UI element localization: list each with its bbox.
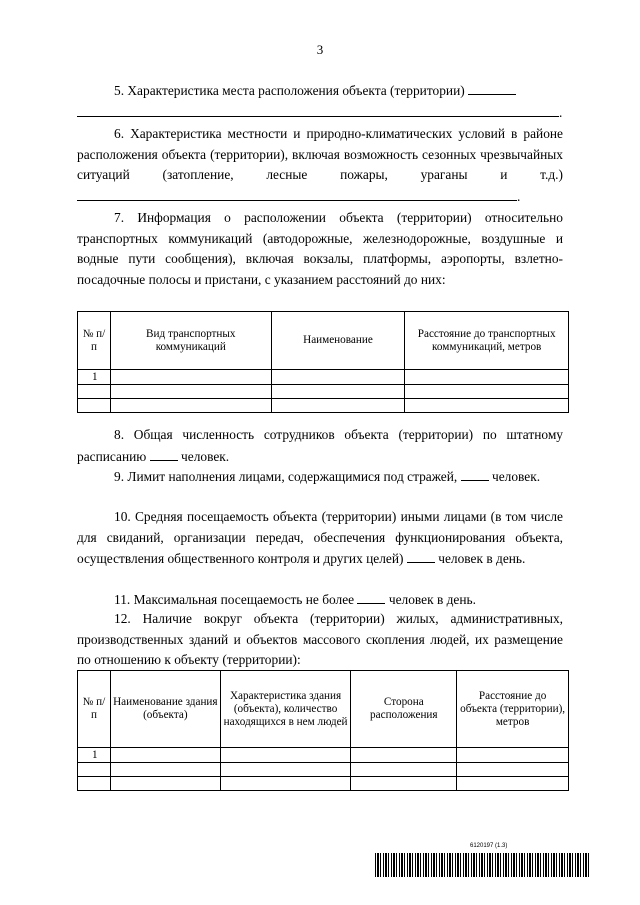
table-cell[interactable] — [110, 777, 220, 791]
table-row — [78, 385, 569, 399]
section-5 — [77, 80, 563, 123]
section-6-text: 6. Характеристика местности и природно-климатических условий в районе расположения объекта (территории), включая возможность сезонных чрезвычайных ситуаций (затопление, лесные пожары, ураганы и т.д.) — [77, 126, 563, 182]
section-12: 12. Наличие вокруг объекта (территории) жилых, административных, производственных зданий и объектов массового скопления людей, их размещение по отношению к объекту (территории): — [77, 611, 563, 667]
table-cell[interactable] — [271, 385, 405, 399]
section-6-end: . — [517, 188, 521, 204]
table-cell[interactable] — [110, 748, 220, 763]
table-row — [78, 399, 569, 413]
table-cell[interactable] — [457, 763, 569, 777]
section-8 — [77, 425, 563, 467]
transport-header-num: № п/п — [78, 312, 111, 370]
section-8-blank[interactable] — [150, 446, 178, 461]
section-5-end: . — [559, 104, 563, 120]
table-cell[interactable] — [220, 777, 351, 791]
section-5-blank-line[interactable] — [77, 102, 559, 117]
section-6-blank[interactable] — [77, 186, 517, 201]
table-cell[interactable] — [351, 777, 457, 791]
table-row — [78, 777, 569, 791]
table-row — [78, 370, 569, 385]
table-cell[interactable] — [78, 399, 111, 413]
buildings-header-characteristics: Характеристика здания (объекта), количество находящихся в нем людей — [220, 671, 351, 748]
section-11-blank[interactable] — [357, 589, 385, 604]
table-cell[interactable] — [457, 748, 569, 763]
table-cell[interactable]: 1 — [78, 370, 111, 385]
table-cell[interactable] — [110, 385, 271, 399]
buildings-table — [77, 670, 569, 791]
transport-table — [77, 311, 569, 413]
section-9-text: 9. Лимит наполнения лицами, содержащимися под стражей, — [114, 469, 458, 484]
buildings-header-distance: Расстояние до объекта (территории), метров — [457, 671, 569, 748]
section-5-blank[interactable] — [468, 80, 516, 95]
transport-header-name: Наименование — [271, 312, 405, 370]
section-6 — [77, 124, 563, 207]
table-cell[interactable] — [351, 763, 457, 777]
table-cell[interactable] — [271, 399, 405, 413]
buildings-header-name: Наименование здания (объекта) — [110, 671, 220, 748]
section-11-text: 11. Максимальная посещаемость не более — [114, 592, 355, 607]
section-10-unit: человек в день. — [438, 551, 526, 566]
section-10-blank[interactable] — [407, 548, 435, 563]
table-cell[interactable] — [220, 748, 351, 763]
section-9 — [77, 466, 563, 488]
page-number: 3 — [316, 42, 324, 57]
table-row — [78, 748, 569, 763]
footer-code: 6120197 (1.3) — [470, 843, 508, 849]
section-9-unit: человек. — [491, 469, 541, 484]
table-cell[interactable] — [78, 385, 111, 399]
section-5-text: 5. Характеристика места расположения объекта (территории) — [114, 83, 465, 98]
section-11 — [77, 589, 563, 611]
table-cell[interactable] — [405, 370, 569, 385]
section-11-unit: человек в день. — [388, 592, 476, 607]
section-10-text: 10. Средняя посещаемость объекта (территории) иными лицами (в том числе для свиданий, организации передач, обеспечения функционирования объекта, осуществления общественного контроля и других целей) — [77, 509, 563, 566]
section-8-unit: человек. — [181, 448, 230, 464]
section-9-blank[interactable] — [461, 466, 489, 481]
section-10 — [77, 507, 563, 570]
table-row — [78, 763, 569, 777]
buildings-header-num: № п/п — [78, 671, 111, 748]
section-8-text: 8. Общая численность сотрудников объекта (территории) по штатному расписанию — [77, 427, 563, 464]
table-cell[interactable]: 1 — [78, 748, 111, 763]
table-cell[interactable] — [110, 763, 220, 777]
table-cell[interactable] — [110, 399, 271, 413]
transport-header-type: Вид транспортных коммуникаций — [110, 312, 271, 370]
table-cell[interactable] — [405, 399, 569, 413]
section-7: 7. Информация о расположении объекта (территории) относительно транспортных коммуникаций (автодорожные, железнодорожные, воздушные и водные пути сообщения), включая вокзалы, платформы, аэропорты, взлетно-посадочные полосы и пристани, с указанием расстояний до них: — [77, 210, 563, 287]
table-cell[interactable] — [271, 370, 405, 385]
table-cell[interactable] — [78, 763, 111, 777]
transport-header-distance: Расстояние до транспортных коммуникаций, метров — [405, 312, 569, 370]
table-cell[interactable] — [457, 777, 569, 791]
barcode — [375, 853, 590, 877]
table-cell[interactable] — [220, 763, 351, 777]
table-cell[interactable] — [405, 385, 569, 399]
table-cell[interactable] — [78, 777, 111, 791]
table-cell[interactable] — [351, 748, 457, 763]
table-cell[interactable] — [110, 370, 271, 385]
buildings-header-side: Сторона расположения — [351, 671, 457, 748]
